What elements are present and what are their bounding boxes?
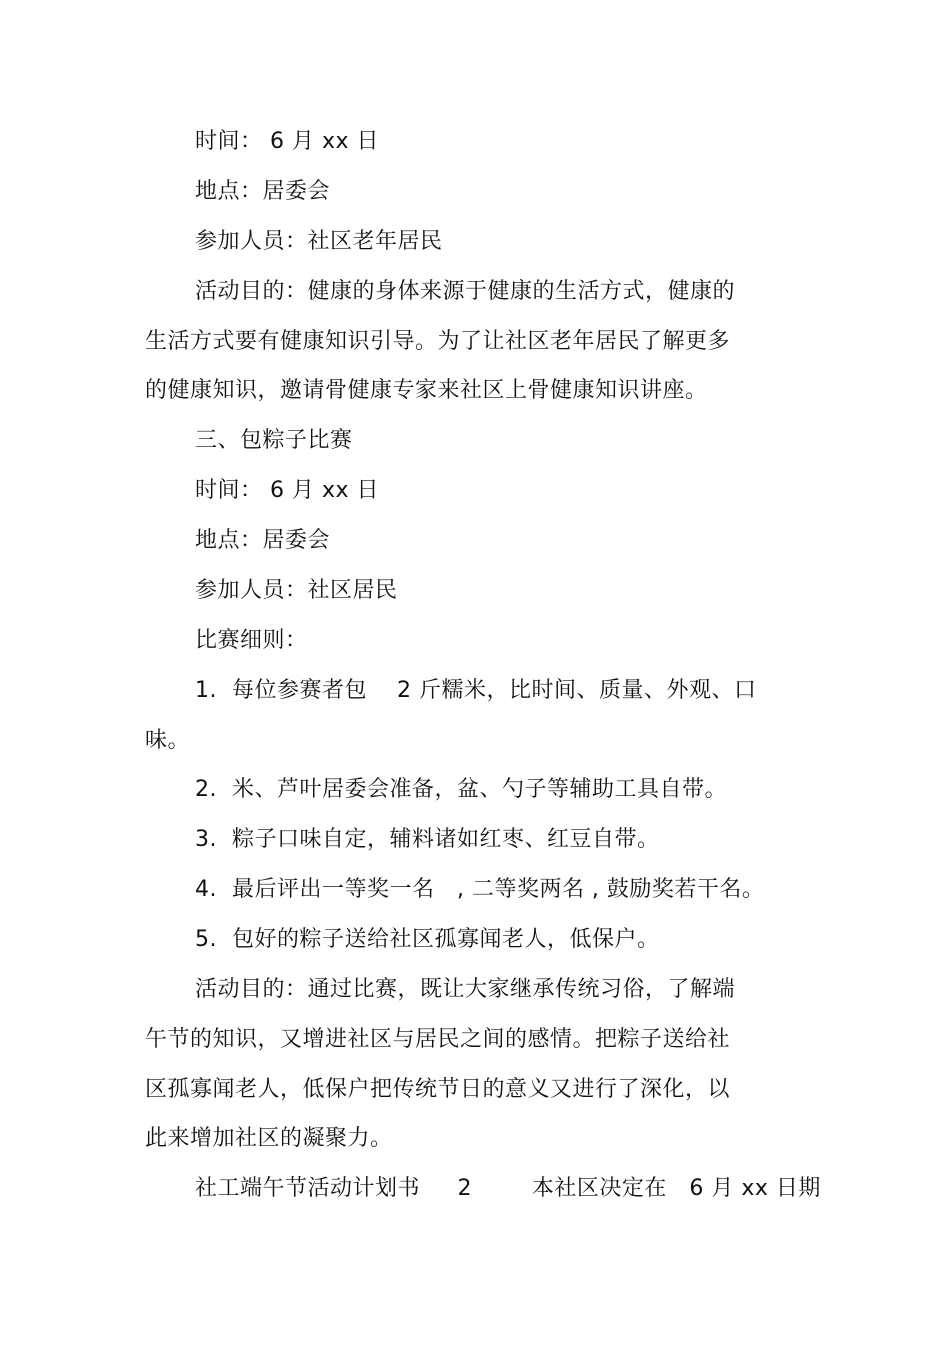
paragraph-line: 的健康知识，邀请骨健康专家来社区上骨健康知识讲座。 [145,378,708,403]
paragraph-line: 活动目的：通过比赛，既让大家继承传统习俗，了解端 [195,977,736,1002]
paragraph-line: 参加人员：社区居民 [195,578,398,603]
list-item: 4. 最后评出一等奖一名 , 二等奖两名 , 鼓励奖若干名。 [195,877,765,902]
list-item: 2. 米、芦叶居委会准备，盆、勺子等辅助工具自带。 [195,777,727,802]
list-item: 5. 包好的粽子送给社区孤寡闻老人，低保户。 [195,927,660,952]
list-item: 1. 每位参赛者包 2 斤糯米，比时间、质量、外观、口 [195,678,757,703]
paragraph-line: 区孤寡闻老人，低保户把传统节日的意义又进行了深化，以 [145,1077,731,1102]
paragraph-line: 比赛细则： [195,628,308,653]
list-item-continuation: 味。 [145,728,191,753]
paragraph-line: 生活方式要有健康知识引导。为了让社区老年居民了解更多 [145,329,731,354]
paragraph-line: 社工端午节活动计划书 2 本社区决定在 6 月 xx 日期 [195,1176,821,1201]
paragraph-line: 此来增加社区的凝聚力。 [145,1126,393,1151]
paragraph-line: 活动目的：健康的身体来源于健康的生活方式，健康的 [195,279,736,304]
paragraph-line: 时间： 6 月 xx 日 [195,478,380,503]
paragraph-line: 时间： 6 月 xx 日 [195,129,380,154]
list-item: 3. 粽子口味自定，辅料诸如红枣、红豆自带。 [195,827,660,852]
section-heading: 三、包粽子比赛 [195,428,353,453]
paragraph-line: 地点：居委会 [195,528,331,553]
paragraph-line: 午节的知识，又增进社区与居民之间的感情。把粽子送给社 [145,1027,731,1052]
paragraph-line: 参加人员：社区老年居民 [195,229,443,254]
paragraph-line: 地点：居委会 [195,179,331,204]
